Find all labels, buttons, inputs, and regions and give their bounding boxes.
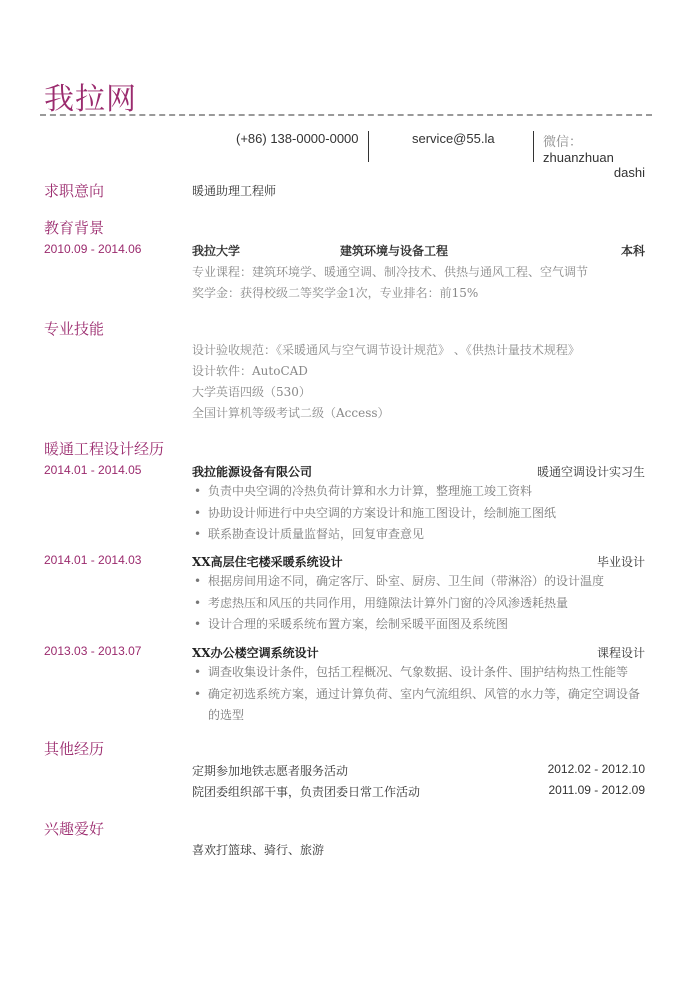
email-address: service@55.la: [412, 131, 495, 146]
section-hobbies: 兴趣爱好: [44, 820, 105, 838]
education-school: 我拉大学: [192, 244, 241, 258]
list-item: • 协助设计师进行中央空调的方案设计和施工图设计，绘制施工图纸: [194, 505, 557, 520]
experience-bullets: [192, 662, 647, 727]
hobbies-value: 喜欢打篮球、骑行、旅游: [192, 843, 325, 857]
wechat-block: [543, 131, 645, 180]
experience-date: 2014.01 - 2014.05: [44, 463, 142, 477]
section-skills: 专业技能: [44, 320, 105, 338]
other-item-date: 2011.09 - 2012.09: [548, 783, 645, 797]
education-courses: 专业课程：建筑环境学、暖通空调、制冷技术、供热与通风工程、空气调节: [192, 265, 589, 279]
experience-title: XX高层住宅楼采暖系统设计: [192, 555, 343, 569]
other-item-text: 定期参加地铁志愿者服务活动: [192, 764, 349, 778]
skill-item: 设计软件：AutoCAD: [192, 364, 308, 378]
list-item: • 联系勘查设计质量监督站，回复审查意见: [194, 527, 425, 541]
list-item: • 设计合理的采暖系统布置方案，绘制采暖平面图及系统图: [194, 617, 509, 631]
experience-title: XX办公楼空调系统设计: [192, 646, 319, 660]
section-other: 其他经历: [44, 740, 105, 758]
education-major: 建筑环境与设备工程: [340, 244, 449, 258]
experience-date: 2013.03 - 2013.07: [44, 644, 142, 658]
skill-item: 大学英语四级（530）: [192, 385, 311, 399]
experience-role: 毕业设计: [596, 555, 645, 569]
experience-bullets: [192, 571, 652, 636]
wechat-id-line2: dashi: [613, 165, 645, 180]
education-date: 2010.09 - 2014.06: [44, 242, 142, 256]
list-item: • 考虑热压和风压的共同作用，用缝隙法计算外门窗的冷风渗透耗热量: [194, 595, 569, 610]
other-item-date: 2012.02 - 2012.10: [547, 762, 645, 776]
list-item: • 确定初选系统方案，通过计算负荷、室内气流组织、风管的水力等，确定空调设备的选型: [194, 686, 641, 722]
experience-title: 我拉能源设备有限公司: [192, 465, 313, 479]
contact-separator: [533, 131, 534, 162]
experience-date: 2014.01 - 2014.03: [44, 553, 142, 567]
education-award: 奖学金：获得校级二等奖学金1次，专业排名：前15%: [192, 286, 479, 300]
experience-bullets: [192, 481, 652, 546]
skill-item: 全国计算机等级考试二级（Access）: [192, 406, 390, 420]
wechat-label: 微信：: [543, 135, 583, 150]
header-divider: [40, 114, 652, 116]
contact-separator: [368, 131, 369, 162]
experience-role: 暖通空调设计实习生: [536, 465, 645, 479]
section-objective: 求职意向: [44, 182, 105, 200]
list-item: • 根据房间用途不同，确定客厅、卧室、厨房、卫生间（带淋浴）的设计温度: [194, 574, 605, 588]
list-item: • 调查收集设计条件，包括工程概况、气象数据、设计条件、围护结构热工性能等: [194, 665, 629, 679]
phone-number: (+86) 138-0000-0000: [236, 131, 359, 146]
skill-item: 设计验收规范：《采暖通风与空气调节设计规范》 、《供热计量技术规程》: [192, 343, 580, 357]
section-experience: 暖通工程设计经历: [44, 440, 165, 458]
section-education: 教育背景: [44, 219, 105, 237]
other-item-text: 院团委组织部干事，负责团委日常工作活动: [192, 785, 421, 799]
objective-value: 暖通助理工程师: [192, 184, 277, 198]
list-item: • 负责中央空调的冷热负荷计算和水力计算，整理施工竣工资料: [194, 484, 533, 498]
education-degree: 本科: [620, 244, 645, 258]
logo-title: 我拉网: [44, 82, 137, 117]
wechat-id-line1: zhuanzhuan: [543, 150, 614, 165]
experience-role: 课程设计: [596, 646, 645, 660]
